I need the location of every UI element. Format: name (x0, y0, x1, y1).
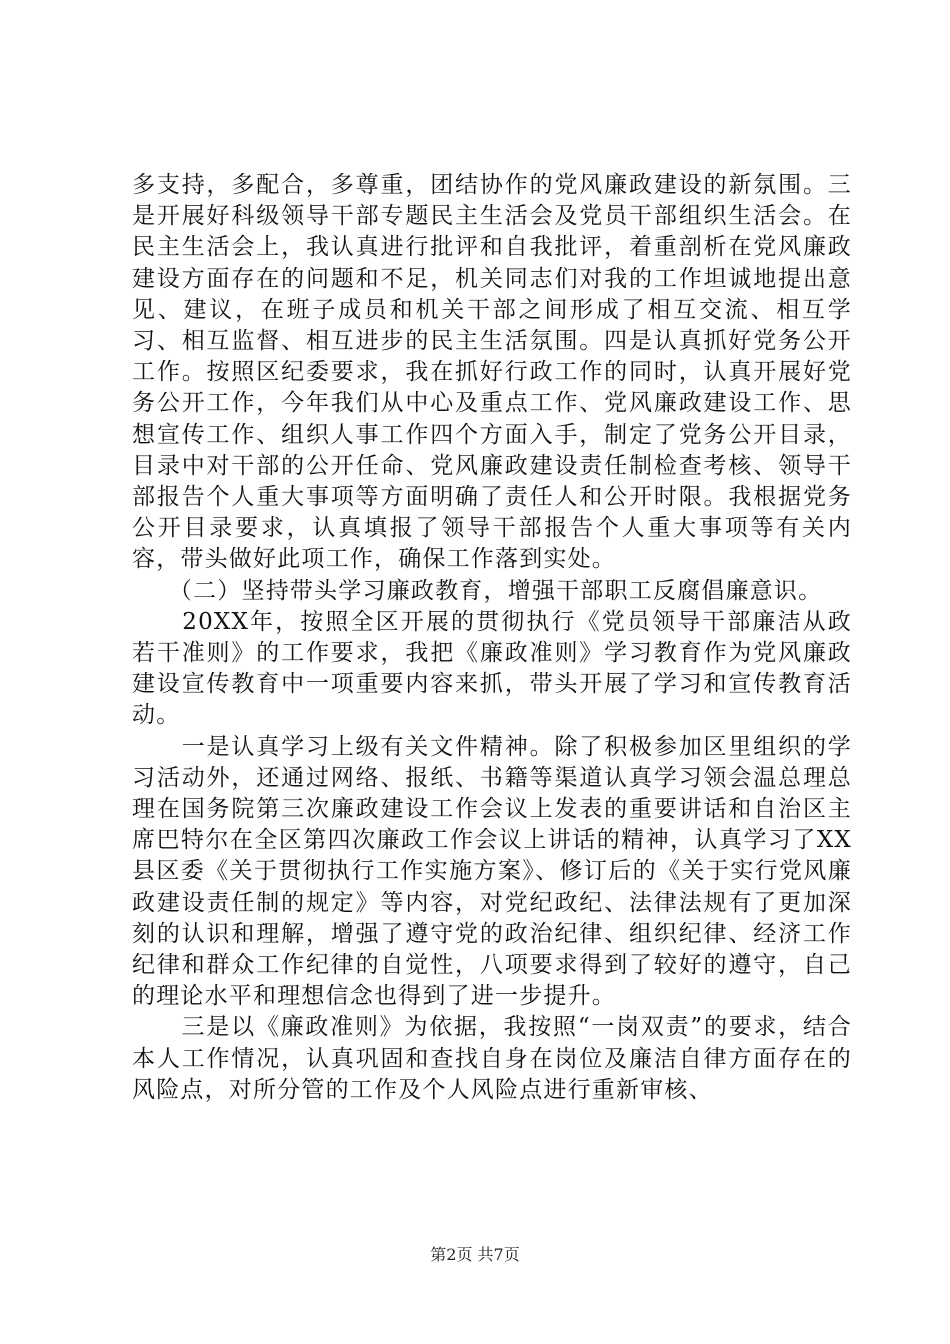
paragraph-5: 三是以《廉政准则》为依据，我按照“一岗双责”的要求，结合本人工作情况，认真巩固和查找自身在岗位及廉洁自律方面存在的风险点，对所分管的工作及个人风险点进行重新审核、 (132, 1014, 852, 1103)
page-footer: 第2页 共7页 (430, 1245, 520, 1264)
paragraph-1: 多支持，多配合，多尊重，团结协作的党风廉政建设的新氛围。三是开展好科级领导干部专题民主生活会及党员干部组织生活会。在民主生活会上，我认真进行批评和自我批评，着重剖析在党风廉政建设方面存在的问题和不足，机关同志们对我的工作坦诚地提出意见、建议，在班子成员和机关干部之间形成了相互交流、相互学习、相互监督、相互进步的民主生活氛围。四是认真抓好党务公开工作。按照区纪委要求，我在抓好行政工作的同时，认真开展好党务公开工作，今年我们从中心及重点工作、党风廉政建设工作、思想宣传工作、组织人事工作四个方面入手，制定了党务公开目录，目录中对干部的公开任命、党风廉政建设责任制检查考核、领导干部报告个人重大事项等方面明确了责任人和公开时限。我根据党务公开目录要求，认真填报了领导干部报告个人重大事项等有关内容，带头做好此项工作，确保工作落到实处。 (132, 172, 852, 573)
document-body (132, 170, 852, 1106)
paragraph-4: 一是认真学习上级有关文件精神。除了积极参加区里组织的学习活动外，还通过网络、报纸、书籍等渠道认真学习领会温总理总理在国务院第三次廉政建设工作会议上发表的重要讲话和自治区主席巴特尔在全区第四次廉政工作会议上讲话的精神，认真学习了XX县区委《关于贯彻执行工作实施方案》、修订后的《关于实行党风廉政建设责任制的规定》等内容，对党纪政纪、法律法规有了更加深刻的认识和理解，增强了遵守党的政治纪律、组织纪律、经济工作纪律和群众工作纪律的自觉性，八项要求得到了较好的遵守，自己的理论水平和理想信念也得到了进一步提升。 (132, 733, 852, 1010)
paragraph-3: 20XX年，按照全区开展的贯彻执行《党员领导干部廉洁从政若干准则》的工作要求，我把《廉政准则》学习教育作为党风廉政建设宣传教育中一项重要内容来抓，带头开展了学习和宣传教育活动。 (132, 608, 852, 729)
paragraph-2: （二）坚持带头学习廉政教育，增强干部职工反腐倡廉意识。 (132, 577, 823, 604)
